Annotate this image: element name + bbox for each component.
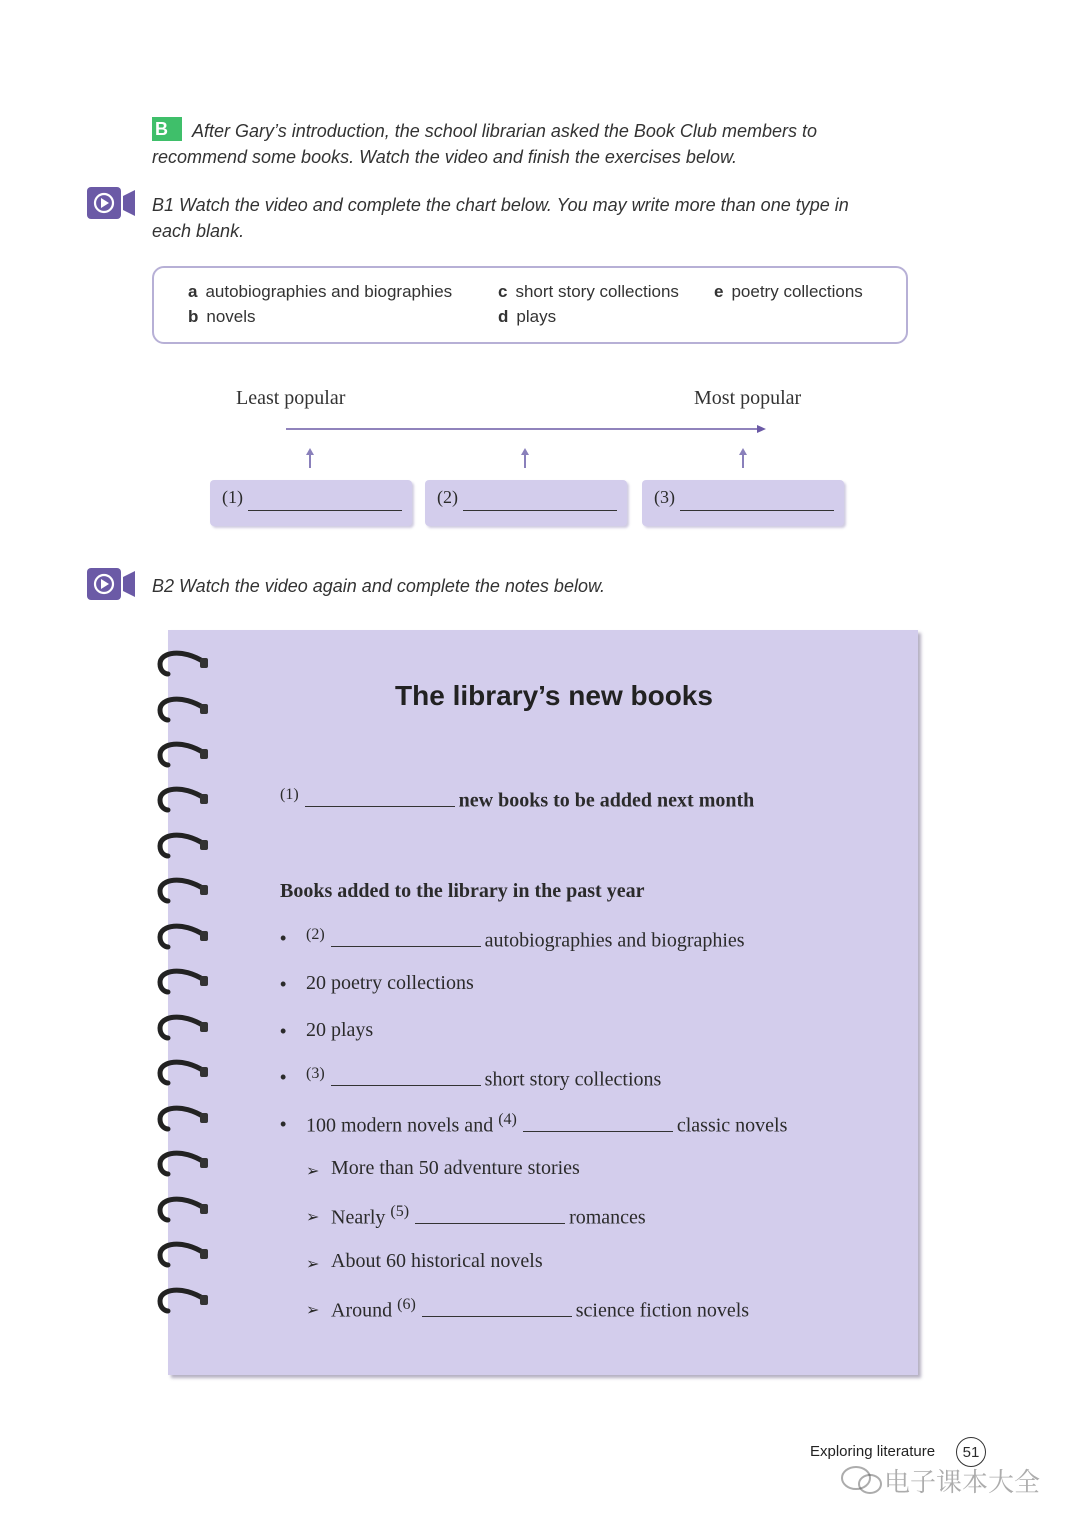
note-bullet-poetry: 20 poetry collections bbox=[306, 972, 474, 994]
bullet-icon: • bbox=[280, 1067, 287, 1087]
bullet-icon: • bbox=[280, 1021, 287, 1041]
option-c: c short story collections bbox=[498, 282, 679, 301]
video-icon bbox=[86, 186, 136, 220]
popularity-scale-arrow bbox=[280, 420, 780, 470]
chart-blank-1[interactable]: (1) bbox=[210, 480, 412, 526]
option-a: a autobiographies and biographies bbox=[188, 282, 453, 301]
option-d: d plays bbox=[498, 307, 557, 326]
chart-blank-2[interactable]: (2) bbox=[425, 480, 627, 526]
option-e: e poetry collections bbox=[714, 282, 863, 301]
chart-blank-3[interactable]: (3) bbox=[642, 480, 844, 526]
note-blank-2[interactable] bbox=[331, 928, 481, 947]
most-popular-label: Most popular bbox=[694, 387, 802, 409]
note-bullet-3: $^{(3)}$ short story collections bbox=[306, 1065, 662, 1091]
watermark-text: 电子课本大全 bbox=[884, 1468, 1041, 1498]
b2-instructions: B2 Watch the video again and complete the notes below. bbox=[152, 576, 605, 596]
video-icon bbox=[86, 567, 136, 601]
note-sub-adventure: More than 50 adventure stories bbox=[331, 1157, 580, 1179]
note-blank-5[interactable] bbox=[415, 1205, 565, 1224]
note-sub-6: Around $^{(6)}$ science fiction novels bbox=[331, 1296, 750, 1322]
notebook-page bbox=[168, 630, 918, 1375]
spiral-binding-icon bbox=[152, 640, 212, 1330]
note-line-1: $^{(1)}$ new books to be added next month bbox=[280, 786, 755, 812]
note-blank-1[interactable] bbox=[305, 788, 455, 807]
section-b-intro bbox=[152, 118, 872, 170]
arrow-bullet-icon: ➢ bbox=[306, 1209, 320, 1226]
notes-subheading: Books added to the library in the past year bbox=[280, 880, 645, 902]
note-bullet-plays: 20 plays bbox=[306, 1019, 374, 1041]
notebook-title: The library’s new books bbox=[395, 680, 713, 711]
footer-section-title: Exploring literature bbox=[810, 1443, 936, 1460]
section-b-badge: B bbox=[152, 117, 182, 141]
options-box bbox=[152, 266, 908, 344]
b1-instructions: B1 Watch the video and complete the chart below. You may write more than one type in each blank. bbox=[152, 195, 849, 241]
note-sub-historical: About 60 historical novels bbox=[331, 1250, 543, 1272]
intro-line-1: After Gary’s introduction, the school librarian asked the Book Club members to bbox=[192, 121, 817, 141]
bullet-icon: • bbox=[280, 928, 287, 948]
note-blank-4[interactable] bbox=[523, 1113, 673, 1132]
bullet-icon: • bbox=[280, 1114, 287, 1134]
least-popular-label: Least popular bbox=[236, 387, 346, 409]
page-number: 51 bbox=[956, 1437, 986, 1467]
note-blank-6[interactable] bbox=[422, 1298, 572, 1317]
note-bullet-4: 100 modern novels and $^{(4)}$ classic novels bbox=[306, 1111, 788, 1137]
arrow-bullet-icon: ➢ bbox=[306, 1256, 320, 1273]
arrow-bullet-icon: ➢ bbox=[306, 1163, 320, 1180]
arrow-bullet-icon: ➢ bbox=[306, 1302, 320, 1319]
bullet-icon: • bbox=[280, 974, 287, 994]
option-b: b novels bbox=[188, 307, 256, 326]
note-blank-3[interactable] bbox=[331, 1067, 481, 1086]
intro-line-2: recommend some books. Watch the video and finish the exercises below. bbox=[152, 147, 737, 167]
note-sub-5: Nearly $^{(5)}$ romances bbox=[331, 1203, 646, 1229]
note-bullet-2: $^{(2)}$ autobiographies and biographies bbox=[306, 926, 745, 952]
